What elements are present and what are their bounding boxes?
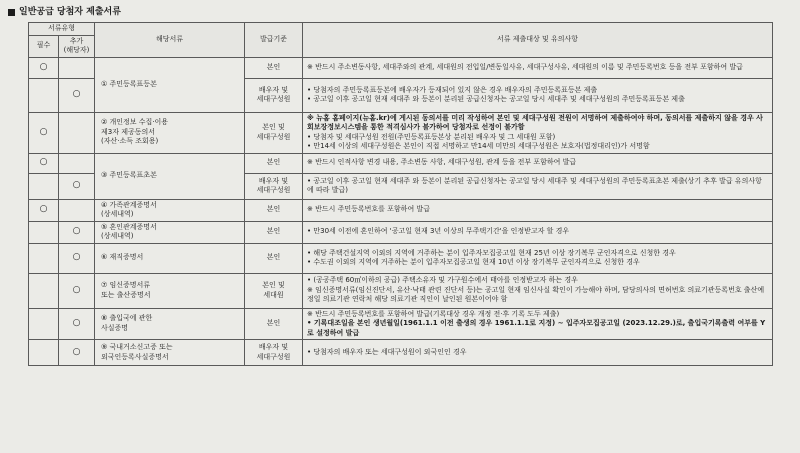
required-mark	[29, 273, 59, 308]
document-name: ⑨ 국내거소신고증 또는 외국인등록사실증명서	[95, 340, 245, 366]
note-line: • 해당 주택건설지역 이외의 지역에 거주하는 분이 입주자모집공고일 현재 25년 이상 장기복무 군인자격으로 신청한 경우	[307, 248, 676, 257]
required-mark	[29, 221, 59, 243]
required-mark	[29, 340, 59, 366]
issuer: 본인 및 세대구성원	[245, 112, 303, 153]
header-extra: 추가 (해당자)	[59, 35, 95, 57]
notes	[303, 153, 773, 173]
note-line: ※ 반드시 주소변동사항, 세대주와의 관계, 세대원의 전입일/변동일사유, 세대구성사유, 세대원의 이름 및 주민등록번호 등을 전부 포함하여 발급	[307, 62, 743, 71]
table-row	[29, 112, 773, 153]
issuer: 배우자 및 세대구성원	[245, 173, 303, 199]
document-name: ⑦ 임신증명서류 또는 출산증명서	[95, 273, 245, 308]
extra-mark	[59, 153, 95, 173]
issuer: 본인 및 세대원	[245, 273, 303, 308]
header-required: 필수	[29, 35, 59, 57]
required-mark	[29, 78, 59, 112]
notes	[303, 199, 773, 221]
header-issuer: 발급기준	[245, 23, 303, 58]
notes	[303, 112, 773, 153]
table-row	[29, 153, 773, 173]
required-mark: ○	[29, 199, 59, 221]
note-line: • 공고일 이후 공고일 현재 세대주 와 등본이 분리된 공급신청자는 공고일 당시 세대주 및 세대구성원의 주민등록표등본 제출	[307, 95, 685, 103]
notes	[303, 340, 773, 366]
extra-mark: ○	[59, 243, 95, 273]
issuer: 배우자 및 세대구성원	[245, 340, 303, 366]
notes	[303, 57, 773, 78]
document-name: ② 개인정보 수집·이용 제3자 제공동의서 (자산·소득 조회용)	[95, 112, 245, 153]
section-heading	[8, 4, 121, 20]
required-mark	[29, 308, 59, 340]
note-line: ※ 반드시 주민등록번호를 포함하여 발급(기록대상 경우 개정 전·후 기록 도두 제출)	[307, 309, 560, 318]
extra-mark: ○	[59, 78, 95, 112]
note-line: ※ 임신증명서류(임신진단서, 유산·낙태 관련 진단서 등)는 공고일 현재 임신사실 확인이 가능해야 하며, 담당의사의 면허번호 의료기관등록번호 출산예정일 의료기관 연락처 해당 의료기관 직인이 날인된 원본이어야 함	[307, 285, 765, 304]
issuer: 본인	[245, 199, 303, 221]
required-mark	[29, 173, 59, 199]
note-line: ※ 반드시 주민등록번호를 포함하여 발급	[307, 205, 430, 214]
note-line: • 당첨자의 주민등록표등본에 배우자가 등재되어 있지 않은 경우 배우자의 주민등록표등본 제출	[307, 85, 598, 94]
required-mark: ○	[29, 112, 59, 153]
square-bullet-icon	[8, 9, 15, 16]
notes	[303, 273, 773, 308]
document-name: ③ 주민등록표초본	[95, 153, 245, 199]
table-row	[29, 308, 773, 340]
header-document-type: 서류유형	[29, 23, 95, 36]
extra-mark: ○	[59, 308, 95, 340]
issuer: 배우자 및 세대구성원	[245, 78, 303, 112]
documents-table	[28, 22, 773, 366]
note-line: • 만30세 이전에 혼인하여 '공고일 현재 3년 이상의 무주택기간'을 인정받고자 할 경우	[307, 227, 570, 236]
issuer: 본인	[245, 153, 303, 173]
notes	[303, 173, 773, 199]
issuer: 본인	[245, 57, 303, 78]
issuer: 본인	[245, 221, 303, 243]
extra-mark: ○	[59, 173, 95, 199]
document-name: ① 주민등록표등본	[95, 57, 245, 112]
table-row	[29, 340, 773, 366]
notes	[303, 78, 773, 112]
issuer: 본인	[245, 243, 303, 273]
header-document: 해당서류	[95, 23, 245, 58]
document-name: ⑧ 출입국에 관한 사실증명	[95, 308, 245, 340]
extra-mark	[59, 199, 95, 221]
document-name: ⑥ 재직증명서	[95, 243, 245, 273]
note-line: • (공공주택 60㎡이하의 공급) 주택소유자 및 가구원수에서 태아를 인정받고자 하는 경우	[307, 276, 578, 285]
note-line: • 공고일 이후 공고일 현재 세대주 와 등본이 분리된 공급신청자는 공고일 당시 세대주 및 세대구성원의 주민등록표초본 제출(상기 추후 발급 유의사항에 따라 발급)	[307, 176, 762, 194]
required-mark: ○	[29, 153, 59, 173]
note-line: • 기록대조일을 본인 생년월일(1961.1.1 이전 출생의 경우 1961.1.1로 지정) ~ 입주자모집공고일 (2023.12.29.)로, 출입국기록출력 여부를 Y로 설정하여 발급	[307, 319, 766, 337]
table-row	[29, 57, 773, 78]
notes	[303, 308, 773, 340]
required-mark	[29, 243, 59, 273]
extra-mark: ○	[59, 221, 95, 243]
extra-mark: ○	[59, 273, 95, 308]
required-mark: ○	[29, 57, 59, 78]
extra-mark	[59, 112, 95, 153]
note-line: ※ 반드시 인적사항 변경 내용, 주소변동 사항, 세대구성원, 관계 등을 전부 포함하여 발급	[307, 158, 577, 167]
header-notes: 서류 제출대상 및 유의사항	[303, 23, 773, 58]
table-row	[29, 273, 773, 308]
document-name: ④ 가족관계증명서 (상세내역)	[95, 199, 245, 221]
table-body	[29, 57, 773, 366]
notes	[303, 243, 773, 273]
section-title: 일반공급 당첨자 제출서류	[19, 7, 121, 17]
note-line: • 만14세 이상의 세대구성원은 본인이 직접 서명하고 만14세 미만의 세대구성원은 보호자(법정대리인)가 서명함	[307, 142, 650, 150]
table-row	[29, 199, 773, 221]
note-line: • 당첨자의 배우자 또는 세대구성원이 외국인인 경우	[307, 347, 467, 356]
issuer: 본인	[245, 308, 303, 340]
document-name: ⑤ 혼인관계증명서 (상세내역)	[95, 221, 245, 243]
table-row	[29, 221, 773, 243]
note-line: • 수도권 이외의 지역에 거주하는 분이 입주자모집공고일 현재 10년 이상 장기복무 군인자격으로 신청한 경우	[307, 258, 640, 266]
extra-mark	[59, 57, 95, 78]
note-line: • 당첨자 및 세대구성원 전원(주민등록표등본상 분리된 배우자 및 그 세대원 포함)	[307, 132, 556, 141]
note-line: ※ 뉴홈 홈페이지(뉴홈.kr)에 게시된 동의서를 미리 작성하여 본인 및 세대구성원 전원이 서명하여 제출하여야 하며, 동의서를 제출하지 않을 경우 사회보장정보시스템을 통한 적격심사가 불가하여 당첨자로 선정이 불가함	[307, 113, 763, 131]
notes	[303, 221, 773, 243]
extra-mark: ○	[59, 340, 95, 366]
table-row	[29, 243, 773, 273]
